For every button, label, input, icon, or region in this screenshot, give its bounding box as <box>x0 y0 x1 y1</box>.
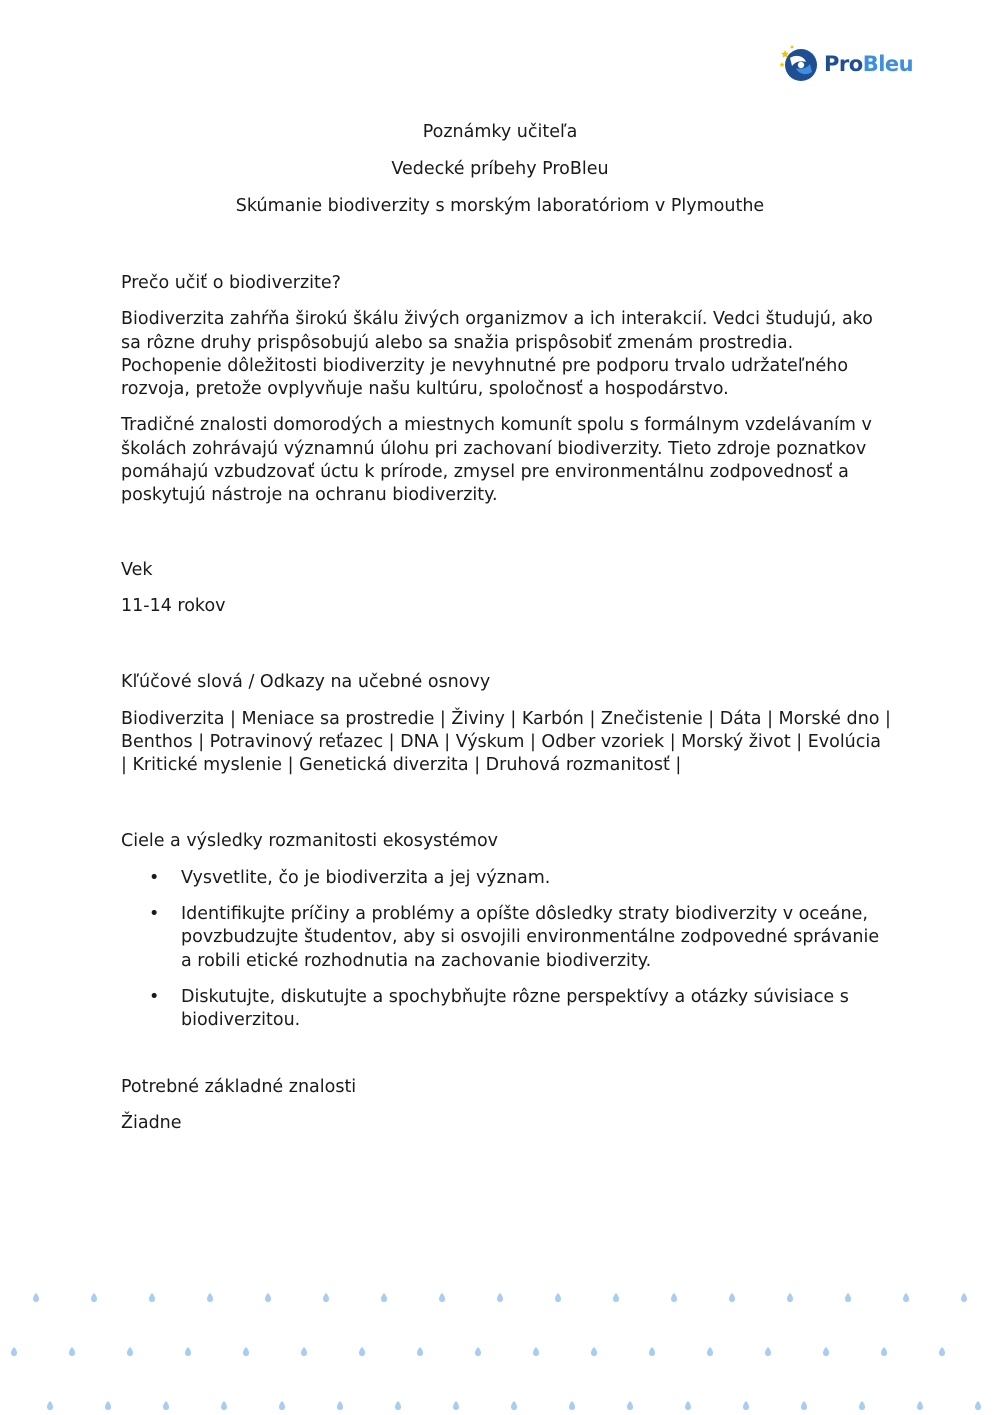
droplet-icon <box>163 1401 169 1410</box>
droplet-icon <box>533 1347 539 1356</box>
droplet-icon <box>917 1401 923 1410</box>
droplet-icon <box>439 1293 445 1302</box>
probleu-logo-text: ProBleu <box>824 52 914 76</box>
droplet-icon <box>511 1401 517 1410</box>
decorative-droplet-pattern <box>0 1280 1000 1415</box>
droplet-icon <box>475 1347 481 1356</box>
droplet-icon <box>743 1401 749 1410</box>
droplet-icon <box>91 1293 97 1302</box>
droplet-icon <box>33 1293 39 1302</box>
droplet-icon <box>801 1401 807 1410</box>
droplet-icon <box>11 1347 17 1356</box>
droplet-icon <box>685 1401 691 1410</box>
droplet-icon <box>823 1347 829 1356</box>
droplet-icon <box>69 1347 75 1356</box>
droplet-icon <box>569 1401 575 1410</box>
bullet-icon: • <box>149 986 160 1007</box>
droplet-icon <box>417 1347 423 1356</box>
header-teacher-notes: Poznámky učiteľa <box>422 122 578 142</box>
droplet-icon <box>555 1293 561 1302</box>
header-document-title: Skúmanie biodiverzity s morským laboratóriom v Plymouthe <box>235 196 765 216</box>
droplet-icon <box>381 1293 387 1302</box>
document-header <box>0 120 1000 231</box>
droplet-icon <box>903 1293 909 1302</box>
prereq-value: Žiadne <box>121 1112 182 1133</box>
droplet-icon <box>453 1401 459 1410</box>
droplet-icon <box>729 1293 735 1302</box>
droplet-icon <box>337 1401 343 1410</box>
droplet-icon <box>961 1293 967 1302</box>
probleu-logo <box>778 44 913 84</box>
droplet-icon <box>765 1347 771 1356</box>
droplet-icon <box>845 1293 851 1302</box>
header-series-title: Vedecké príbehy ProBleu <box>391 159 609 179</box>
droplet-icon <box>707 1347 713 1356</box>
droplet-icon <box>395 1401 401 1410</box>
bullet-icon: • <box>149 904 160 925</box>
droplet-icon <box>787 1293 793 1302</box>
droplet-icon <box>301 1347 307 1356</box>
goals-heading: Ciele a výsledky rozmanitosti ekosystémov <box>121 831 499 852</box>
droplet-icon <box>939 1347 945 1356</box>
droplet-icon <box>613 1293 619 1302</box>
keywords-heading: Kľúčové slová / Odkazy na učebné osnovy <box>121 672 491 693</box>
droplet-icon <box>279 1401 285 1410</box>
bullet-icon: • <box>149 867 160 888</box>
goals-list-item: • Diskutujte, diskutujte a spochybňujte rôzne perspektívy a otázky súvisiace s biodiverzitou. <box>149 986 849 1031</box>
goals-list-item: • Vysvetlite, čo je biodiverzita a jej význam. <box>121 867 891 890</box>
droplet-icon <box>265 1293 271 1302</box>
goals-list-item: • Identifikujte príčiny a problémy a opíšte dôsledky straty biodiverzity v oceáne, povzbudzujte študentov, aby si osvojili environmentálne zodpovedné správanie a robili etické rozhodnutia na zachovanie biodiverzity. <box>149 904 880 971</box>
why-heading: Prečo učiť o biodiverzite? <box>121 273 341 293</box>
keywords-text: Biodiverzita | Meniace sa prostredie | Živiny | Karbón | Znečistenie | Dáta | Morské dno | Benthos | Potravinový reťazec | DNA | Výskum | Odber vzoriek | Morský život | Evolúcia | Kritické myslenie | Genetická diverzita | Druhová rozmanitosť | <box>121 708 891 776</box>
droplet-icon <box>47 1401 53 1410</box>
why-paragraph-2: Tradičné znalosti domorodých a miestnych komunít spolu s formálnym vzdelávaním v školách zohrávajú významnú úlohu pri zachovaní biodiverzity. Tieto zdroje poznatkov pomáhajú vzbudzovať úctu k prírode, zmysel pre environmentálnu zodpovednosť a poskytujú nástroje na ochranu biodiverzity. <box>121 415 872 506</box>
probleu-logo-icon <box>778 44 820 84</box>
droplet-icon <box>185 1347 191 1356</box>
droplet-icon <box>127 1347 133 1356</box>
why-paragraph-1: Biodiverzita zahŕňa širokú škálu živých organizmov a ich interakcií. Vedci študujú, ako sa rôzne druhy prispôsobujú alebo sa snažia prispôsobiť zmenám prostredia. Pochopenie dôležitosti biodiverzity je nevyhnutné pre podporu trvalo udržateľného rozvoja, pretože ovplyvňuje našu kultúru, spoločnosť a hospodárstvo. <box>121 309 873 400</box>
droplet-icon <box>105 1401 111 1410</box>
droplet-icon <box>881 1347 887 1356</box>
droplet-icon <box>627 1401 633 1410</box>
droplet-icon <box>859 1401 865 1410</box>
droplet-icon <box>323 1293 329 1302</box>
droplet-icon <box>207 1293 213 1302</box>
droplet-icon <box>975 1401 981 1410</box>
droplet-icon <box>359 1347 365 1356</box>
droplet-icon <box>221 1401 227 1410</box>
age-value: 11-14 rokov <box>121 595 226 616</box>
age-heading: Vek <box>121 559 153 580</box>
document-body <box>121 272 891 1148</box>
droplet-icon <box>591 1347 597 1356</box>
droplet-icon <box>243 1347 249 1356</box>
droplet-icon <box>497 1293 503 1302</box>
droplet-icon <box>649 1347 655 1356</box>
prereq-heading: Potrebné základné znalosti <box>121 1076 357 1097</box>
droplet-icon <box>671 1293 677 1302</box>
goals-list <box>121 867 891 1033</box>
droplet-icon <box>149 1293 155 1302</box>
